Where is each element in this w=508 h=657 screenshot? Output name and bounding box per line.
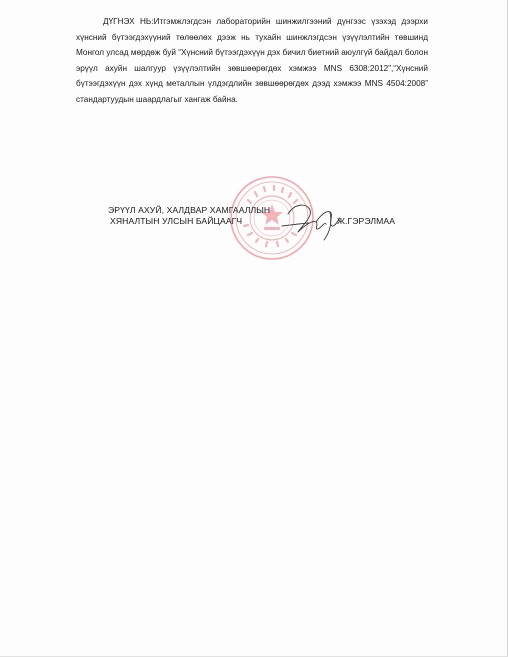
inspector-title	[108, 205, 270, 227]
conclusion-paragraph: ДҮГНЭХ НЬ:Итгэмжлэгдсэн лабораторийн шинжилгээний дүнгээс үзэхэд дээрхи хүнсний бүтээгдэхүүний төлөөлөх дээж нь тухайн шинжлэгдсэн үзүүлэлтийн төвшинд Монгол улсад мөрдөж буй “Хүнсний бүтээгдэхүүн дэх бичил биетний аюулгүй байдал болон эрүүл ахуйн шалгуур үзүүлэлтийн зөвшөөрөгдөх хэмжээ MNS 6308:2012”,“Хүнсний бүтээгдэхүүн дэх хүнд металлын үлдэгдлийн зөвшөөрөгдөх дээд хэмжээ MNS 4504:2008” стандартуудын шаардлагыг хангаж байна.	[76, 17, 428, 104]
organization-line-2: ХЯНАЛТЫН УЛСЫН БАЙЦААГЧ	[110, 216, 243, 226]
signer-name: Ж.ГЭРЭЛМАА	[337, 216, 396, 226]
organization-line-1: ЭРҮҮЛ АХУЙ, ХАЛДВАР ХАМГААЛЛЫН	[108, 205, 271, 215]
